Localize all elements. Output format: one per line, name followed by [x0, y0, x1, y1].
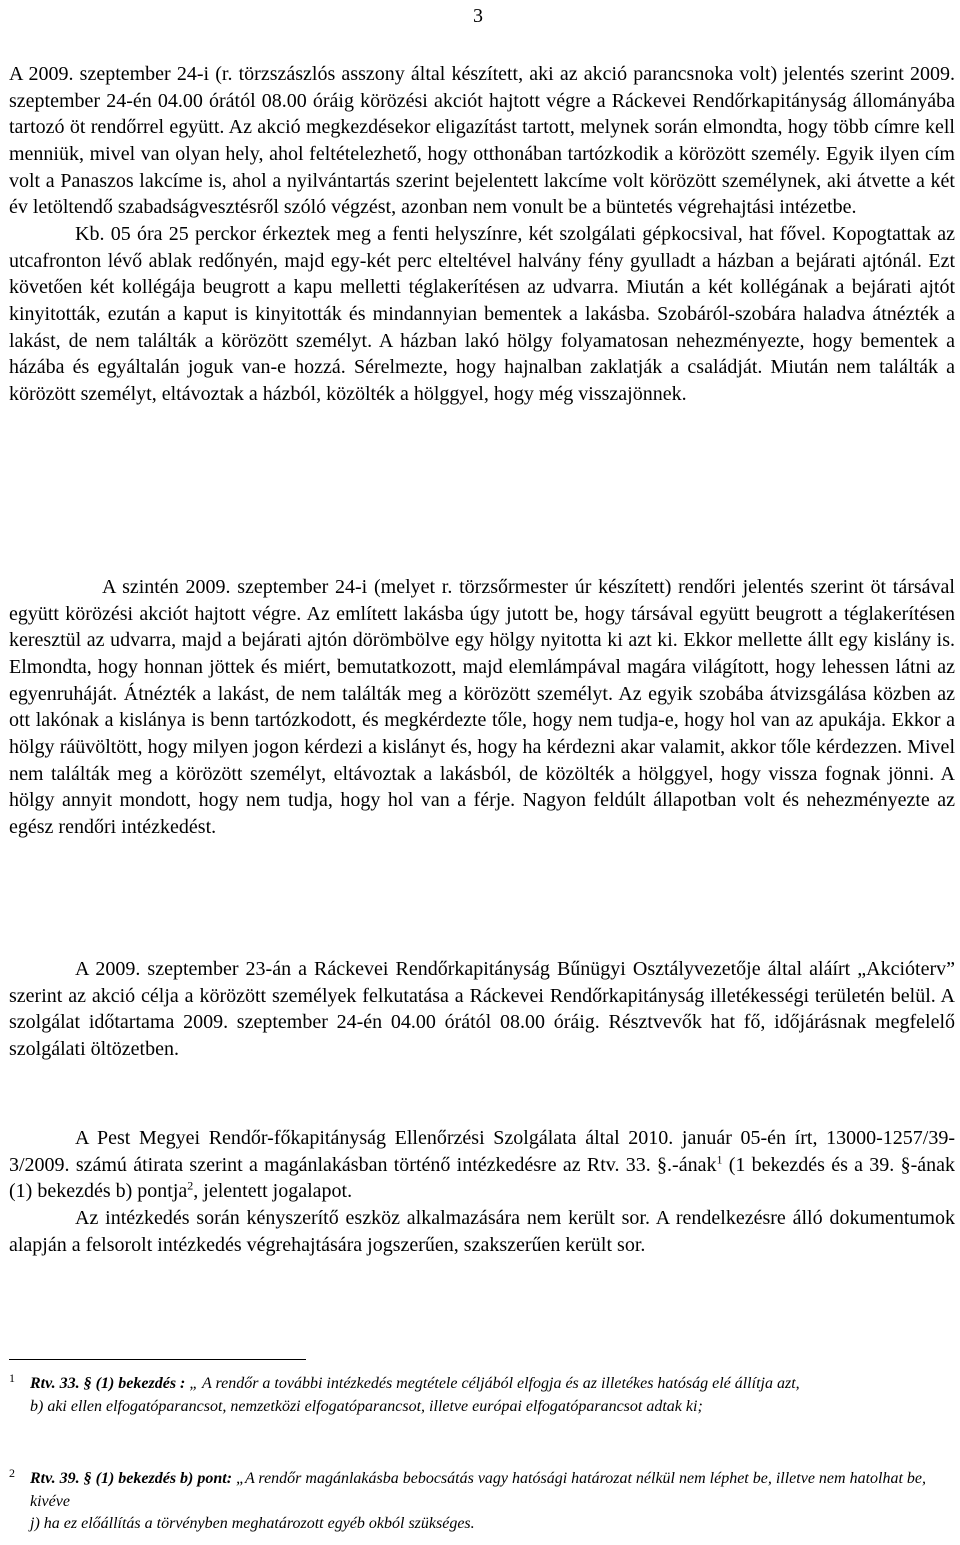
footnote-2-item: j) ha ez előállítás a törvényben meghatározott egyéb okból szükséges.	[30, 1515, 475, 1532]
legal-basis-text-a: A Pest Megyei Rendőr-főkapitányság Ellenőrzési Szolgálata által 2010. január 05-én írt, 13000-1257/39-3/2009. számú átirata szerint a magánlakásban történő intézkedésre az Rtv. 33. §.-ának	[9, 1127, 955, 1176]
footnote-1-text	[30, 1373, 953, 1396]
footnote-1-mark: 1	[9, 1371, 15, 1385]
legal-basis-text-b: (1 bekezdés és a 39. §-ának (1) bekezdés b) pontja	[9, 1153, 955, 1203]
paragraph-action-plan	[9, 956, 955, 1063]
footnote-separator	[9, 1359, 306, 1360]
paragraph-report-1-continued: Kb. 05 óra 25 perckor érkeztek meg a fenti helyszínre, két szolgálati gépkocsival, hat fővel. Kopogtattak az utcafronton lévő ablak redőnyén, majd egy-két perc elteltével halvány fény gyulladt a házban a bejárati ajtónál. Ezt követően két kollégája beugrott a kapu melletti téglakerítésen az udvarra. Miután a két kollégának a bejárati ajtót kinyitották, ezután a kaput is kinyitották és mindannyian bementek a lakásba. Szobáról-szobára haladva átnézték a lakást, de nem találták a körözött személyt. A házban lakó hölgy folyamatosan nehezményezte, hogy bementek a házába és egyáltalán joguk van-e hozzá. Sérelmezte, hogy hajnalban zaklatják a családját. Miután nem találták a körözött személyt, eltávoztak a házból, közölték a hölggyel, hogy még visszajönnek.	[9, 222, 955, 405]
footnote-2-mark: 2	[9, 1466, 15, 1480]
legal-basis-text-c: , jelentett jogalapot.	[193, 1180, 353, 1203]
body-section-legal	[9, 1125, 955, 1258]
footnote-1-item: b) aki ellen elfogatóparancsot, nemzetközi elfogatóparancsot, illetve európai elfogatóparancsot adtak ki;	[30, 1397, 703, 1415]
footnote-1	[9, 1373, 953, 1418]
page-number: 3	[473, 5, 483, 27]
paragraph-conclusion: Az intézkedés során kényszerítő eszköz alkalmazására nem került sor. A rendelkezésre álló dokumentumok alapján a felsorolt intézkedés végrehajtására jogszerűen, szakszerűen került sor.	[9, 1206, 955, 1256]
footnote-2-text	[30, 1468, 953, 1513]
footnote-2-lead: Rtv. 39. § (1) bekezdés b) pont:	[30, 1470, 233, 1487]
paragraph-report-2	[9, 574, 955, 841]
paragraph-report-2-text: A szintén 2009. szeptember 24-i (melyet r. törzsőrmester úr készített) rendőri jelentés szerint öt társával együtt körözési akciót hajtott végre. Az említett lakásba úgy jutott be, hogy társával együtt beugrott a téglakerítésen keresztül az udvarra, majd a bejárati ajtón dörömbölve egy hölgy nyitotta ki azt ki. Ekkor mellette állt egy kislány is. Elmondta, hogy honnan jöttek és miért, bemutatkozott, majd elemlámpával magára világított, hogy lehessen látni az egyenruháját. Átnézték a lakást, de nem találták meg a körözött személyt. Az egyik szobába átvizsgálása közben az ott lakónak a kislánya is benn tartózkodott, és megkérdezte tőle, hogy nem tudja-e, hogy hol van az apukája. Ekkor a hölgy ráüvöltött, hogy milyen jogon kérdezi a kislányt és, hogy ha kérdezni akar valamit, akkor tőle kérdezzen. Mivel nem találták meg a körözött személyt, eltávoztak a lakásból, de közölték a hölggyel, hogy vissza fognak jönni. A hölgy annyit mondott, hogy nem tudja, hogy hol van a férje. Nagyon feldúlt állapotban volt és nehezményezte az egész rendőri intézkedést.	[9, 576, 955, 838]
footnote-1-quote: „ A rendőr a további intézkedés megtétele céljából elfogja és az illetékes hatóság elé állítja azt,	[185, 1375, 800, 1392]
footnote-2	[9, 1468, 953, 1536]
footnote-ref-2: 2	[187, 1178, 194, 1193]
paragraph-legal-basis	[9, 1125, 955, 1205]
footnote-ref-1: 1	[716, 1152, 723, 1166]
footnote-2-quote: „A rendőr magánlakásba bebocsátás vagy hatósági határozat nélkül nem léphet be, illetve nem hatolhat be, kivéve	[30, 1470, 927, 1510]
body-section-1	[9, 61, 955, 408]
paragraph-report-1: A 2009. szeptember 24-i (r. törzszászlós asszony által készített, aki az akció parancsnoka volt) jelentés szerint 2009. szeptember 24-én 04.00 órától 08.00 óráig körözési akciót hajtott végre a Ráckevei Rendőrkapitányság állományába tartozó öt rendőrrel együtt. Az akció megkezdésekor eligazítást tartott, melynek során elmondta, hogy több címre kell menniük, mivel van olyan hely, ahol feltételezhető, hogy otthonában tartózkodik a körözött személy. Egyik ilyen cím volt a Panaszos lakcíme is, ahol a nyilvántartás szerint bejelentett lakcíme volt körözött személynek, aki átvette a két év letöltendő szabadságvesztésről szóló végzést, azonban nem vonult be a büntetés végrehajtási intézetbe.	[9, 63, 955, 219]
paragraph-action-plan-text: A 2009. szeptember 23-án a Ráckevei Rendőrkapitányság Bűnügyi Osztályvezetője által aláírt „Akcióterv” szerint az akció célja a körözött személyek felkutatása a Ráckevei Rendőrkapitányság illetékességi területén belül. A szolgálat időtartama 2009. szeptember 24-én 04.00 órától 08.00 óráig. Résztvevők hat fő, időjárásnak megfelelő szolgálati öltözetben.	[9, 958, 955, 1060]
footnote-1-lead: Rtv. 33. § (1) bekezdés :	[30, 1375, 186, 1392]
